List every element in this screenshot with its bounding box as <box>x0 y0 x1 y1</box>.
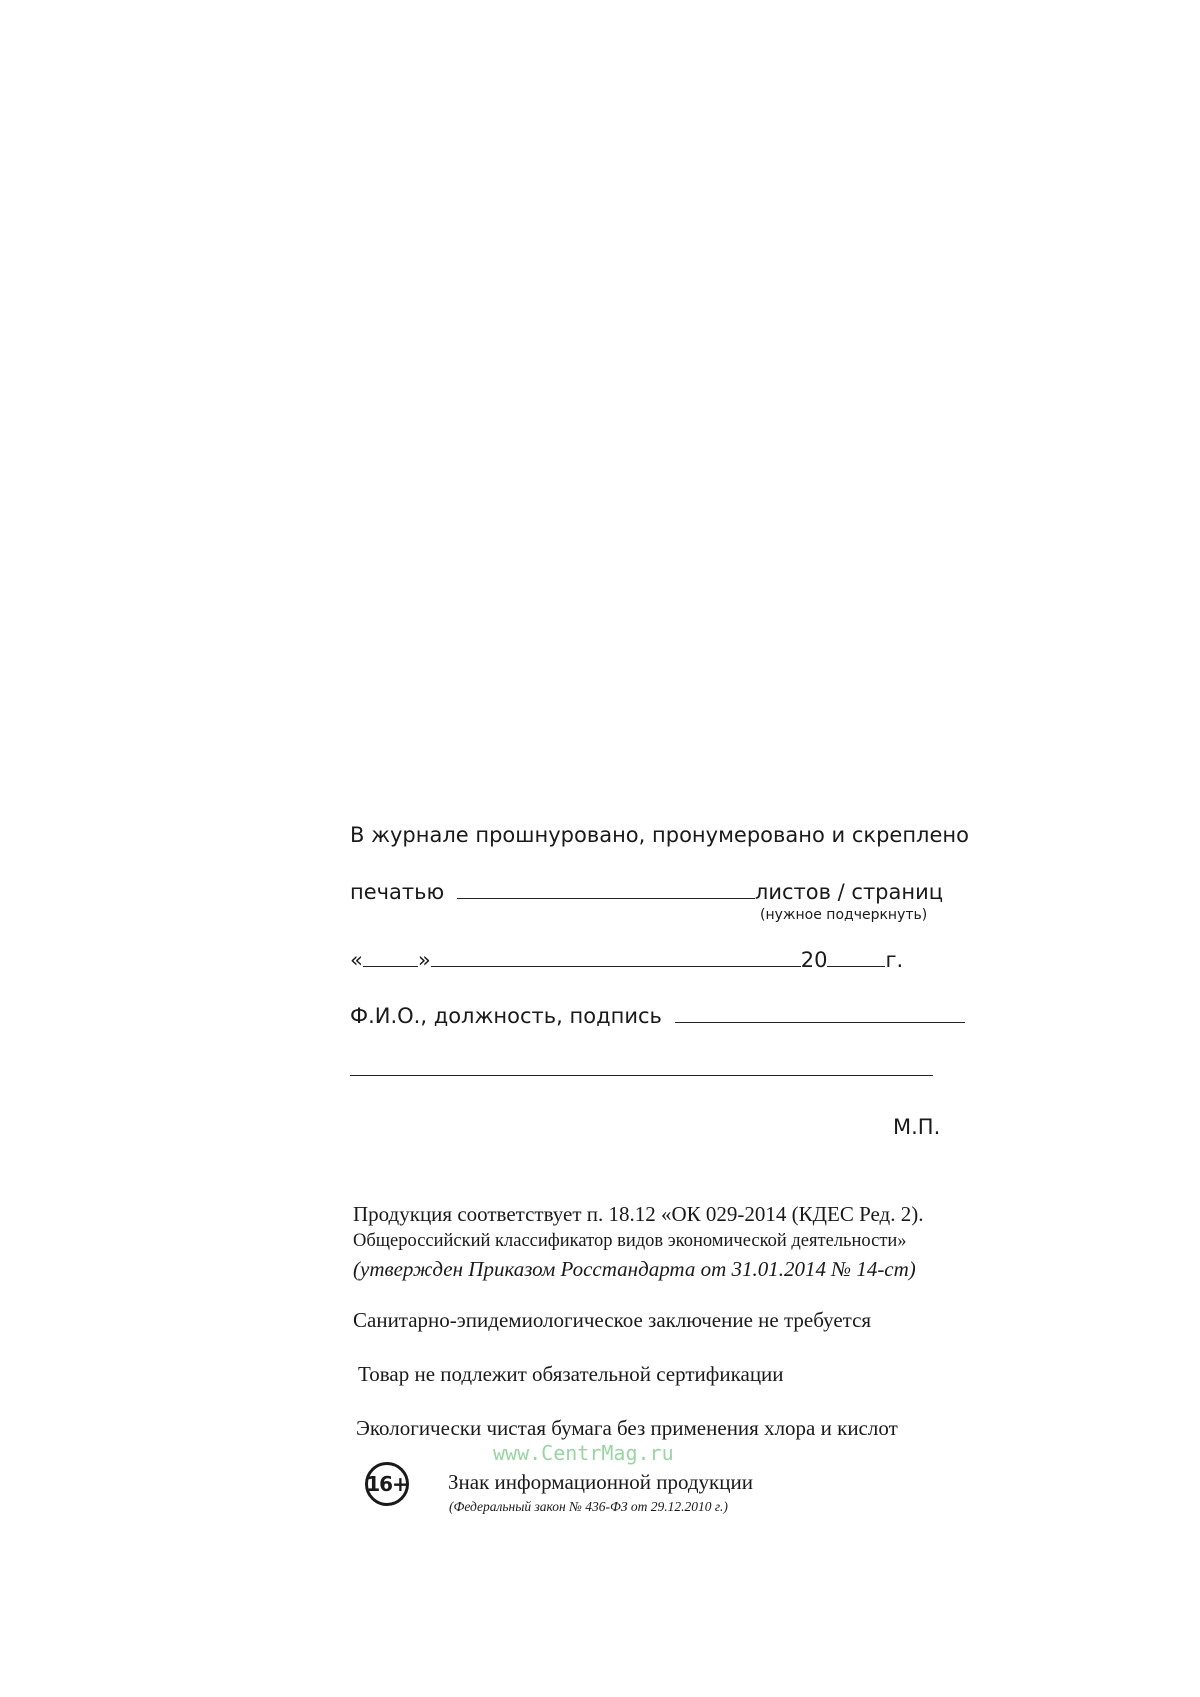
certification-note: Товар не подлежит обязательной сертификации <box>358 1362 784 1386</box>
date-close-quote: » <box>417 948 431 972</box>
form-line-sheets <box>350 880 943 904</box>
info-sign-label: Знак информационной продукции <box>448 1470 753 1494</box>
date-day-field[interactable] <box>363 948 418 967</box>
sheets-count-field[interactable] <box>457 880 755 899</box>
compliance-line-1: Продукция соответствует п. 18.12 «ОК 029-2014 (КДЕС Ред. 2). <box>353 1202 924 1226</box>
signature-label: Ф.И.О., должность, подпись <box>350 1004 662 1028</box>
compliance-line-2: Общероссийский классификатор видов экономической деятельности» <box>353 1231 907 1251</box>
law-reference: (Федеральный закон № 436-ФЗ от 29.12.2010 г.) <box>449 1499 728 1514</box>
sheets-pages-label: листов / страниц <box>754 880 944 904</box>
sanitary-note: Санитарно-эпидемиологическое заключение не требуется <box>353 1308 872 1332</box>
date-year-field[interactable] <box>827 948 885 967</box>
age-rating-label: 16+ <box>366 1472 408 1496</box>
date-month-field[interactable] <box>431 948 801 967</box>
watermark-text: www.CentrMag.ru <box>493 1441 674 1465</box>
signature-continuation-line[interactable] <box>350 1075 933 1076</box>
date-open-quote: « <box>350 948 363 972</box>
stitched-text: В журнале прошнуровано, пронумеровано и скреплено <box>350 823 969 847</box>
seal-label: печатью <box>350 880 445 904</box>
form-line-stitched <box>350 823 969 847</box>
form-line-signature <box>350 1004 965 1028</box>
compliance-line-3: (утвержден Приказом Росстандарта от 31.01.2014 № 14-ст) <box>353 1257 916 1281</box>
eco-note: Экологически чистая бумага без применения хлора и кислот <box>356 1416 898 1440</box>
date-year-suffix: г. <box>885 948 904 972</box>
stamp-place: М.П. <box>893 1115 941 1139</box>
signature-field[interactable] <box>675 1004 965 1023</box>
date-year-prefix: 20 <box>800 948 828 972</box>
age-rating-badge <box>365 1462 409 1506</box>
underline-note: (нужное подчеркнуть) <box>760 907 928 923</box>
form-line-date <box>350 948 903 972</box>
